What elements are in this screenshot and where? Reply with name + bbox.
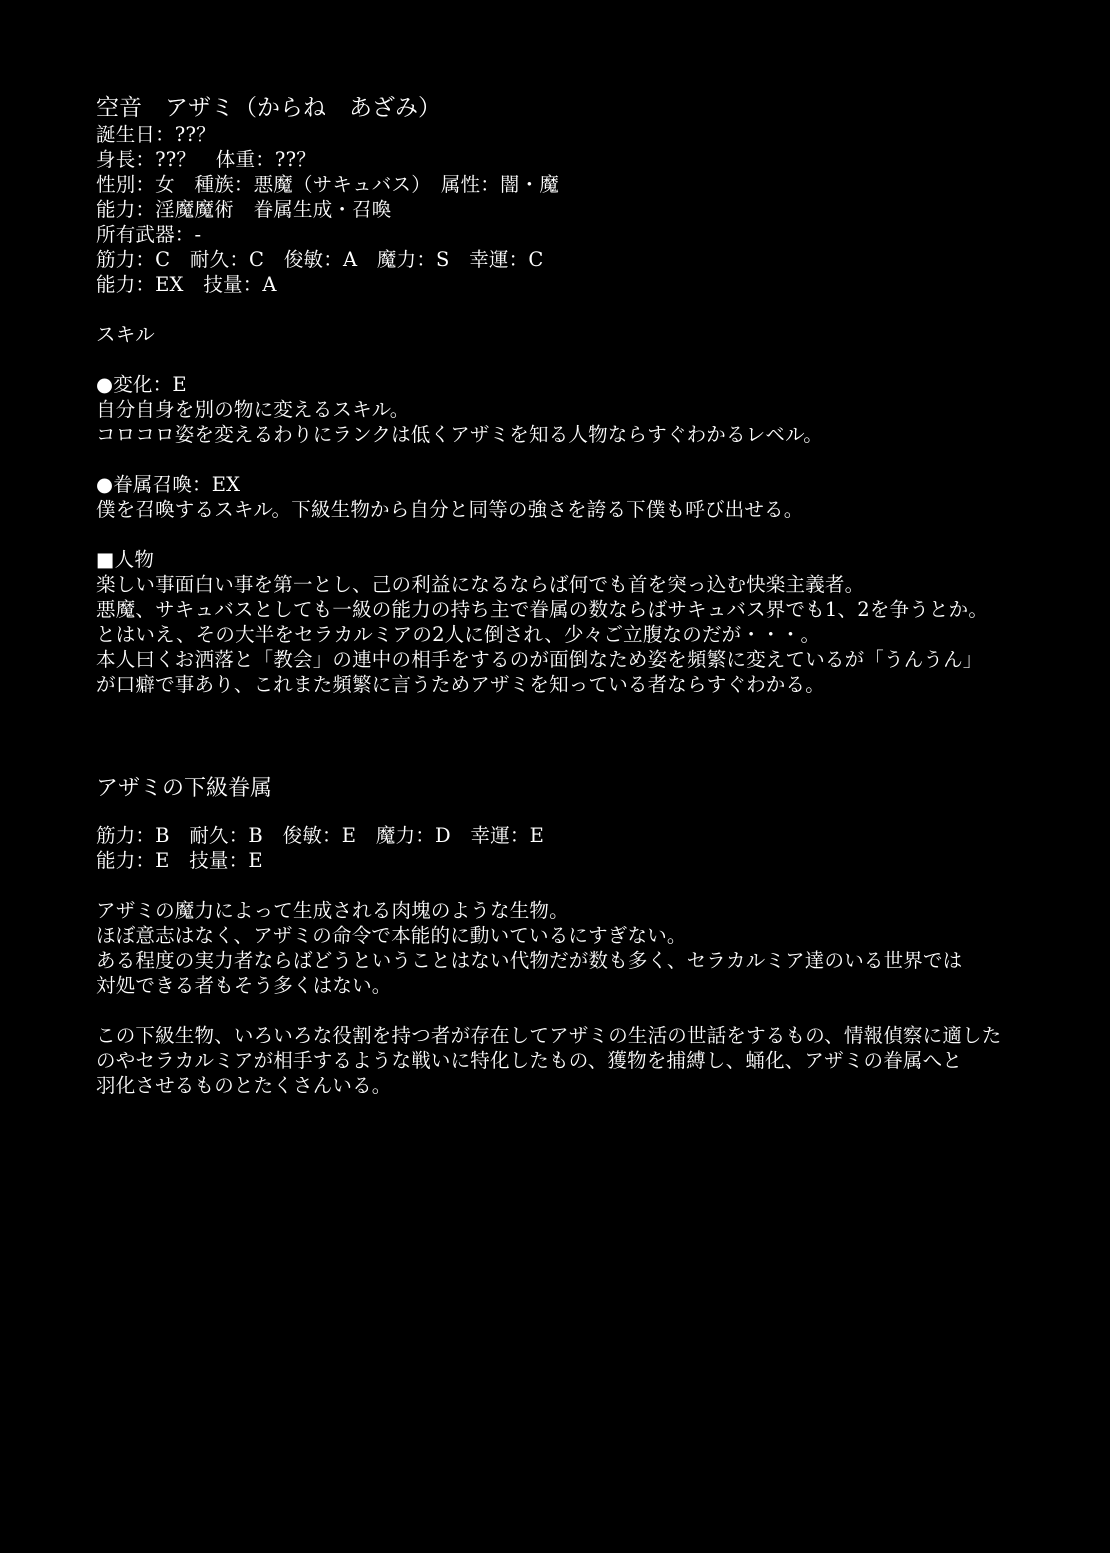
spacer: [96, 803, 1076, 823]
minion-desc-line: ほぼ意志はなく、アザミの命令で本能的に動いているにすぎない。: [96, 924, 687, 947]
spacer: [96, 998, 1076, 1023]
minion-desc-line: ある程度の実力者ならばどうということはない代物だが数も多く、セラカルミア達のいる世界では: [96, 949, 963, 972]
person-line: 本人曰くお洒落と「教会」の連中の相手をするのが面倒なため姿を頻繁に変えているが「うんうん」: [96, 648, 983, 671]
spacer: [96, 347, 1076, 372]
spacer: [96, 522, 1076, 547]
weapons: 所有武器：-: [96, 223, 202, 246]
person-line: 楽しい事面白い事を第一とし、己の利益になるならば何でも首を突っ込む快楽主義者。: [96, 573, 865, 596]
skill-1-line: コロコロ姿を変えるわりにランクは低くアザミを知る人物ならすぐわかるレベル。: [96, 423, 823, 446]
stats-line-2: 能力：EX 技量：A: [96, 273, 277, 296]
spacer: [96, 447, 1076, 472]
skills-heading: スキル: [96, 323, 155, 346]
skill-1-title: ●変化：E: [96, 373, 187, 396]
character-name: 空音 アザミ（からね あざみ）: [96, 95, 441, 121]
spacer: [96, 297, 1076, 322]
spacer: [96, 873, 1076, 898]
minion-desc-line: のやセラカルミアが相手するような戦いに特化したもの、獲物を捕縛し、蛹化、アザミの眷属へと: [96, 1049, 963, 1072]
skill-1-line: 自分自身を別の物に変えるスキル。: [96, 398, 410, 421]
person-line: とはいえ、その大半をセラカルミアの2人に倒され、少々ご立腹なのだが・・・。: [96, 623, 821, 646]
skill-2-line: 僕を召喚するスキル。下級生物から自分と同等の強さを誇る下僕も呼び出せる。: [96, 498, 804, 521]
stats-line-1: 筋力：C 耐久：C 俊敏：A 魔力：S 幸運：C: [96, 248, 544, 271]
minion-stats-line-1: 筋力：B 耐久：B 俊敏：E 魔力：D 幸運：E: [96, 824, 545, 847]
character-sheet: [96, 94, 1076, 1098]
height-weight: 身長：??？ 体重：??？: [96, 148, 316, 171]
minion-desc-line: 羽化させるものとたくさんいる。: [96, 1074, 392, 1097]
minion-desc-line: 対処できる者もそう多くはない。: [96, 974, 392, 997]
person-heading: ■人物: [96, 548, 155, 571]
minion-desc-line: アザミの魔力によって生成される肉塊のような生物。: [96, 899, 569, 922]
minion-stats-line-2: 能力：E 技量：E: [96, 849, 263, 872]
gender-race-attribute: 性別：女 種族：悪魔（サキュバス） 属性：闇・魔: [96, 173, 560, 196]
abilities: 能力：淫魔魔術 眷属生成・召喚: [96, 198, 392, 221]
birthday: 誕生日：??？: [96, 123, 216, 146]
person-line: 悪魔、サキュバスとしても一級の能力の持ち主で眷属の数ならばサキュバス界でも1、2を争うとか。: [96, 598, 989, 621]
person-line: が口癖で事あり、これまた頻繁に言うためアザミを知っている者ならすぐわかる。: [96, 673, 825, 696]
minion-title: アザミの下級眷属: [96, 776, 273, 801]
spacer: [96, 697, 1076, 771]
minion-desc-line: この下級生物、いろいろな役割を持つ者が存在してアザミの生活の世話をするもの、情報偵察に適した: [96, 1024, 1002, 1047]
skill-2-title: ●眷属召喚：EX: [96, 473, 241, 496]
